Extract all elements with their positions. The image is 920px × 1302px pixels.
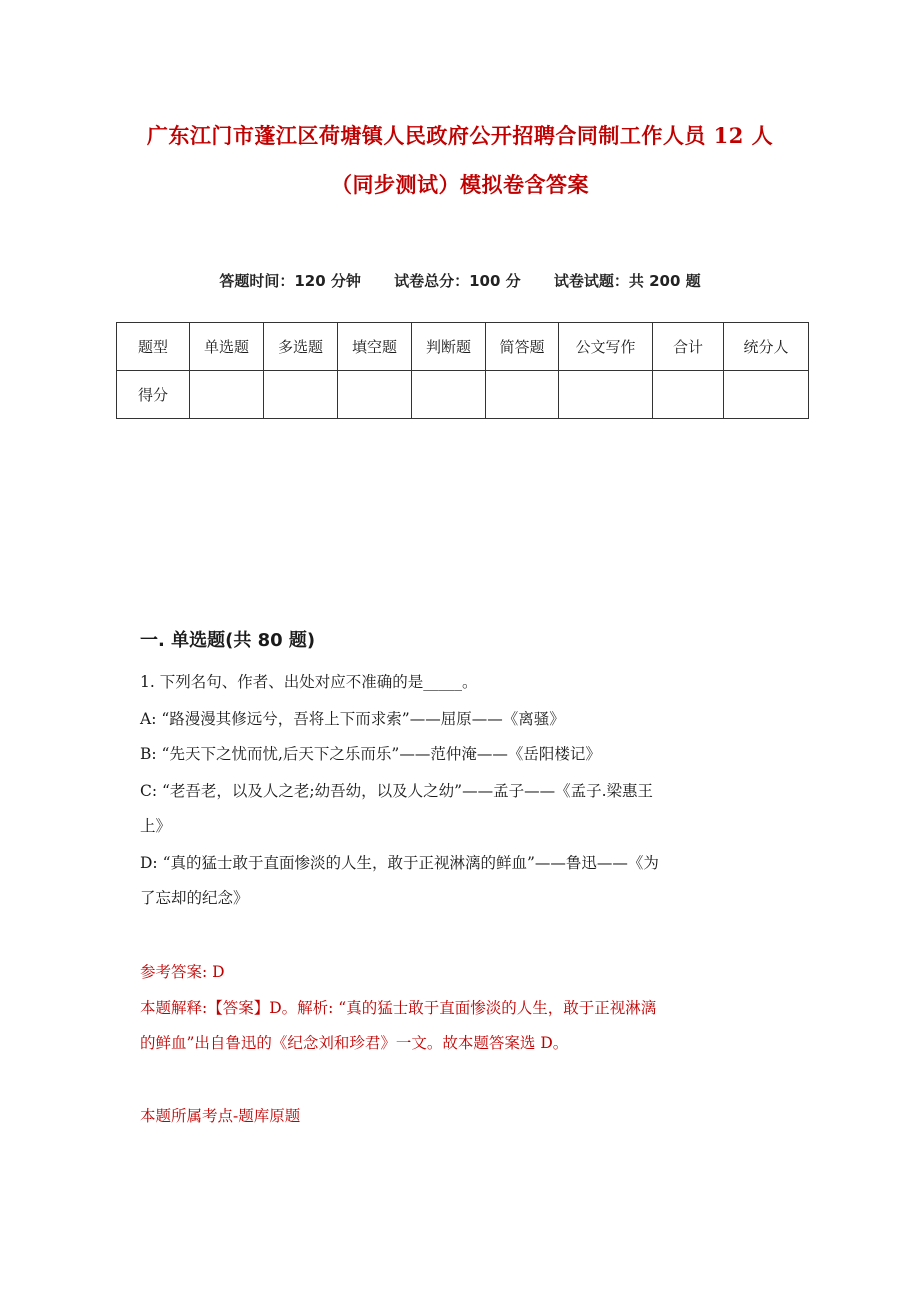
score-cell xyxy=(190,371,264,419)
score-row-label: 得分 xyxy=(117,371,190,419)
score-table-header-row xyxy=(117,323,809,371)
exam-meta xyxy=(0,270,920,291)
option-d-continued: 了忘却的纪念》 xyxy=(140,889,249,907)
option-c: C: “老吾老，以及人之老;幼吾幼，以及人之幼”——孟子——《孟子.梁惠王 xyxy=(140,782,654,800)
option-a: A: “路漫漫其修远兮，吾将上下而求索”——屈原——《离骚》 xyxy=(140,710,565,728)
exam-time: 答题时间：120 分钟 xyxy=(219,272,361,290)
explanation-line2: 的鲜血”出自鲁迅的《纪念刘和珍君》一文。故本题答案选 D。 xyxy=(140,1034,569,1052)
question-stem: 1. 下列名句、作者、出处对应不准确的是_____。 xyxy=(140,673,478,691)
score-header-cell: 判断题 xyxy=(412,323,486,371)
score-cell xyxy=(559,371,653,419)
option-c-continued: 上》 xyxy=(140,817,172,835)
doc-title-line2: （同步测试）模拟卷含答案 xyxy=(331,172,589,197)
score-header-cell: 填空题 xyxy=(338,323,412,371)
reference-answer: 参考答案: D xyxy=(140,963,225,981)
score-header-cell: 单选题 xyxy=(190,323,264,371)
score-cell xyxy=(338,371,412,419)
score-cell xyxy=(264,371,338,419)
score-table-row xyxy=(117,371,809,419)
score-header-cell: 合计 xyxy=(653,323,724,371)
doc-title-line1: 广东江门市蓬江区荷塘镇人民政府公开招聘合同制工作人员 12 人 xyxy=(146,123,774,148)
score-header-cell: 公文写作 xyxy=(559,323,653,371)
score-header-cell: 统分人 xyxy=(724,323,809,371)
exam-total-score: 试卷总分：100 分 xyxy=(394,272,521,290)
score-cell xyxy=(653,371,724,419)
exam-question-count: 试卷试题：共 200 题 xyxy=(553,272,701,290)
question-source: 本题所属考点-题库原题 xyxy=(140,1107,301,1125)
option-d: D: “真的猛士敢于直面惨淡的人生，敢于正视淋漓的鲜血”——鲁迅——《为 xyxy=(140,854,659,872)
score-cell xyxy=(412,371,486,419)
score-table xyxy=(116,322,809,419)
score-header-cell: 题型 xyxy=(117,323,190,371)
score-header-cell: 简答题 xyxy=(486,323,559,371)
section-heading: 一. 单选题(共 80 题) xyxy=(140,630,316,651)
option-b: B: “先天下之忧而忧,后天下之乐而乐”——范仲淹——《岳阳楼记》 xyxy=(140,745,601,763)
explanation-line1: 本题解释:【答案】D。解析: “真的猛士敢于直面惨淡的人生，敢于正视淋漓 xyxy=(140,999,657,1017)
score-cell xyxy=(724,371,809,419)
score-cell xyxy=(486,371,559,419)
score-header-cell: 多选题 xyxy=(264,323,338,371)
